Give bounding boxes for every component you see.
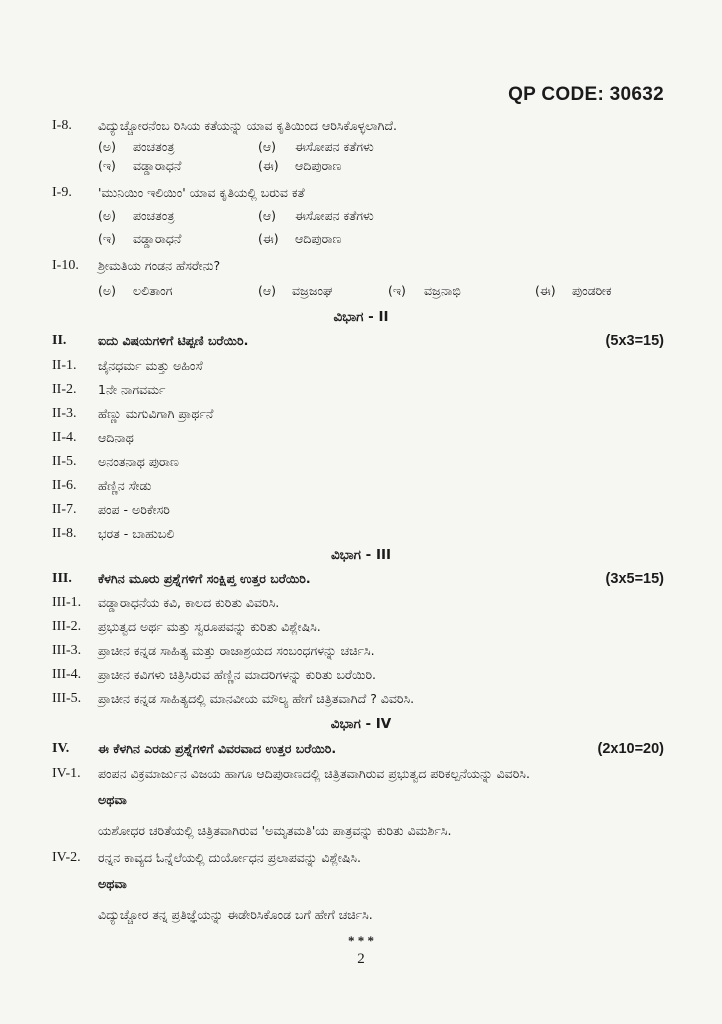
section-marks: (2x10=20) [597, 741, 664, 757]
option-text: ಈಸೋಪನ ಕತೆಗಳು [295, 139, 374, 154]
item-text: ಪ್ರಾಚೀನ ಕವಿಗಳು ಚಿತ್ರಿಸಿರುವ ಹೆಣ್ಣಿನ ಮಾದರಿಗಳನ್ನು ಕುರಿತು ಬರೆಯಿರಿ. [98, 667, 377, 682]
item-number: III-4. [52, 667, 82, 682]
section-marks: (5x3=15) [605, 333, 664, 349]
question-text: ವಿದ್ಯುಚ್ಚೋರನೆಂಬ ರಿಸಿಯ ಕತೆಯನ್ನು ಯಾವ ಕೃತಿಯಿಂದ ಆರಿಸಿಕೊಳ್ಳಲಾಗಿದೆ. [98, 118, 398, 133]
or-label: ಅಥವಾ [98, 876, 127, 891]
item-text: ಪ್ರಾಚೀನ ಕನ್ನಡ ಸಾಹಿತ್ಯ ಮತ್ತು ರಾಜಾಶ್ರಯದ ಸಂಬಂಧಗಳನ್ನು ಚರ್ಚಿಸಿ. [98, 643, 375, 658]
item-number: II-2. [52, 382, 77, 397]
option-label: (ಆ) [258, 139, 277, 154]
section-iii-title: ವಿಭಾಗ - III [330, 547, 392, 563]
option-label: (ಆ) [258, 283, 277, 298]
section-ii-title: ವಿಭಾಗ - II [333, 309, 389, 325]
option-text: ವಡ್ಡಾರಾಧನೆ [133, 231, 182, 246]
item-text: ಪ್ರಾಚೀನ ಕನ್ನಡ ಸಾಹಿತ್ಯದಲ್ಲಿ ಮಾನವೀಯ ಮೌಲ್ಯ ಹೇಗೆ ಚಿತ್ರಿತವಾಗಿದೆ ? ವಿವರಿಸಿ. [98, 691, 415, 706]
qp-code: QP CODE: 30632 [508, 84, 664, 105]
question-number: I-8. [52, 118, 72, 133]
item-text: ಆದಿನಾಥ [98, 430, 134, 445]
question-number: I-10. [52, 258, 79, 273]
end-stars: * * * [348, 933, 374, 948]
option-text: ಪಂಚತಂತ್ರ [133, 139, 175, 154]
question-text: ರನ್ನನ ಕಾವ್ಯದ ಓನ್ನೆಲೆಯಲ್ಲಿ ದುರ್ಯೋಧನ ಪ್ರಲಾಪವನ್ನು ವಿಶ್ಲೇಷಿಸಿ. [98, 850, 362, 865]
item-text: ಅನಂತನಾಥ ಪುರಾಣ [98, 454, 179, 469]
option-text: ಪಂಚತಂತ್ರ [133, 208, 175, 223]
option-label: (ಈ) [258, 231, 279, 246]
option-label: (ಈ) [258, 158, 279, 173]
section-number: III. [52, 571, 72, 586]
option-text: ವಜ್ರಜಂಘ [292, 283, 333, 298]
page-number: 2 [357, 951, 365, 967]
item-number: II-5. [52, 454, 77, 469]
section-marks: (3x5=15) [605, 571, 664, 587]
item-text: ಜೈನಧರ್ಮ ಮತ್ತು ಅಹಿಂಸೆ [98, 358, 203, 373]
item-number: II-3. [52, 406, 77, 421]
option-label: (ಅ) [98, 283, 116, 298]
section-instruction: ಐದು ವಿಷಯಗಳಿಗೆ ಟಿಪ್ಪಣಿ ಬರೆಯಿರಿ. [98, 333, 249, 348]
question-text: 'ಮುನಿಯಿಂ ಇಲಿಯಿಂ' ಯಾವ ಕೃತಿಯಲ್ಲಿ ಬರುವ ಕತೆ [98, 185, 305, 200]
section-iv-title: ವಿಭಾಗ - IV [330, 716, 392, 732]
or-label: ಅಥವಾ [98, 792, 127, 807]
option-text: ಆದಿಪುರಾಣ [295, 231, 342, 246]
option-label: (ಇ) [98, 158, 116, 173]
item-text: ಭರತ - ಬಾಹುಬಲಿ [98, 526, 175, 541]
option-text: ಈಸೋಪನ ಕತೆಗಳು [295, 208, 374, 223]
section-instruction: ಈ ಕೆಳಗಿನ ಎರಡು ಪ್ರಶ್ನೆಗಳಿಗೆ ವಿವರವಾದ ಉತ್ತರ ಬರೆಯಿರಿ. [98, 741, 337, 756]
option-text: ಲಲಿತಾಂಗ [133, 283, 173, 298]
option-label: (ಅ) [98, 208, 116, 223]
item-text: ವಡ್ಡಾರಾಧನೆಯ ಕವಿ, ಕಾಲದ ಕುರಿತು ವಿವರಿಸಿ. [98, 595, 280, 610]
item-text: ಪಂಪ - ಅರಿಕೇಸರಿ [98, 502, 170, 517]
item-text: ಪ್ರಭುತ್ವದ ಅರ್ಥ ಮತ್ತು ಸ್ವರೂಪವನ್ನು ಕುರಿತು ವಿಶ್ಲೇಷಿಸಿ. [98, 619, 321, 634]
item-number: III-2. [52, 619, 82, 634]
section-number: IV. [52, 741, 70, 756]
item-number: II-6. [52, 478, 77, 493]
question-number: IV-1. [52, 766, 81, 781]
option-label: (ಅ) [98, 139, 116, 154]
option-label: (ಇ) [98, 231, 116, 246]
option-text: ವಜ್ರನಾಭಿ [424, 283, 461, 298]
item-number: III-3. [52, 643, 82, 658]
option-text: ವಡ್ಡಾರಾಧನೆ [133, 158, 182, 173]
item-number: III-5. [52, 691, 82, 706]
option-text: ಪುಂಡರೀಕ [572, 283, 612, 298]
option-label: (ಆ) [258, 208, 277, 223]
question-text: ಯಶೋಧರ ಚರಿತೆಯಲ್ಲಿ ಚಿತ್ರಿತವಾಗಿರುವ 'ಅಮೃತಮತಿ'ಯ ಪಾತ್ರವನ್ನು ಕುರಿತು ವಿಮರ್ಶಿಸಿ. [98, 823, 452, 838]
item-text: ಹೆಣ್ಣು ಮಗುವಿಗಾಗಿ ಪ್ರಾರ್ಥನೆ [98, 406, 214, 421]
item-number: II-8. [52, 526, 77, 541]
question-text: ಪಂಪನ ವಿಕ್ರಮಾರ್ಜುನ ವಿಜಯ ಹಾಗೂ ಆದಿಪುರಾಣದಲ್ಲಿ ಚಿತ್ರಿತವಾಗಿರುವ ಪ್ರಭುತ್ವದ ಪರಿಕಲ್ಪನೆಯನ್ನು ವಿವರಿಸಿ. [98, 766, 530, 781]
section-instruction: ಕೆಳಗಿನ ಮೂರು ಪ್ರಶ್ನೆಗಳಿಗೆ ಸಂಕ್ಷಿಪ್ತ ಉತ್ತರ ಬರೆಯಿರಿ. [98, 571, 311, 586]
item-text: ಹೆಣ್ಣಿನ ಸೇಡು [98, 478, 152, 493]
question-number: IV-2. [52, 850, 81, 865]
item-number: III-1. [52, 595, 82, 610]
item-number: II-1. [52, 358, 77, 373]
question-number: I-9. [52, 185, 72, 200]
option-text: ಆದಿಪುರಾಣ [295, 158, 342, 173]
option-label: (ಈ) [535, 283, 556, 298]
question-text: ಶ್ರೀಮತಿಯ ಗಂಡನ ಹೆಸರೇನು? [98, 258, 221, 273]
option-label: (ಇ) [388, 283, 406, 298]
question-text: ವಿದ್ಯುಚ್ಚೋರ ತನ್ನ ಪ್ರತಿಜ್ಞೆಯನ್ನು ಈಡೇರಿಸಿಕೊಂಡ ಬಗೆ ಹೇಗೆ ಚರ್ಚಿಸಿ. [98, 907, 373, 922]
item-number: II-7. [52, 502, 77, 517]
item-number: II-4. [52, 430, 77, 445]
item-text: 1ನೇ ನಾಗವರ್ಮ [98, 382, 166, 397]
section-number: II. [52, 333, 67, 348]
